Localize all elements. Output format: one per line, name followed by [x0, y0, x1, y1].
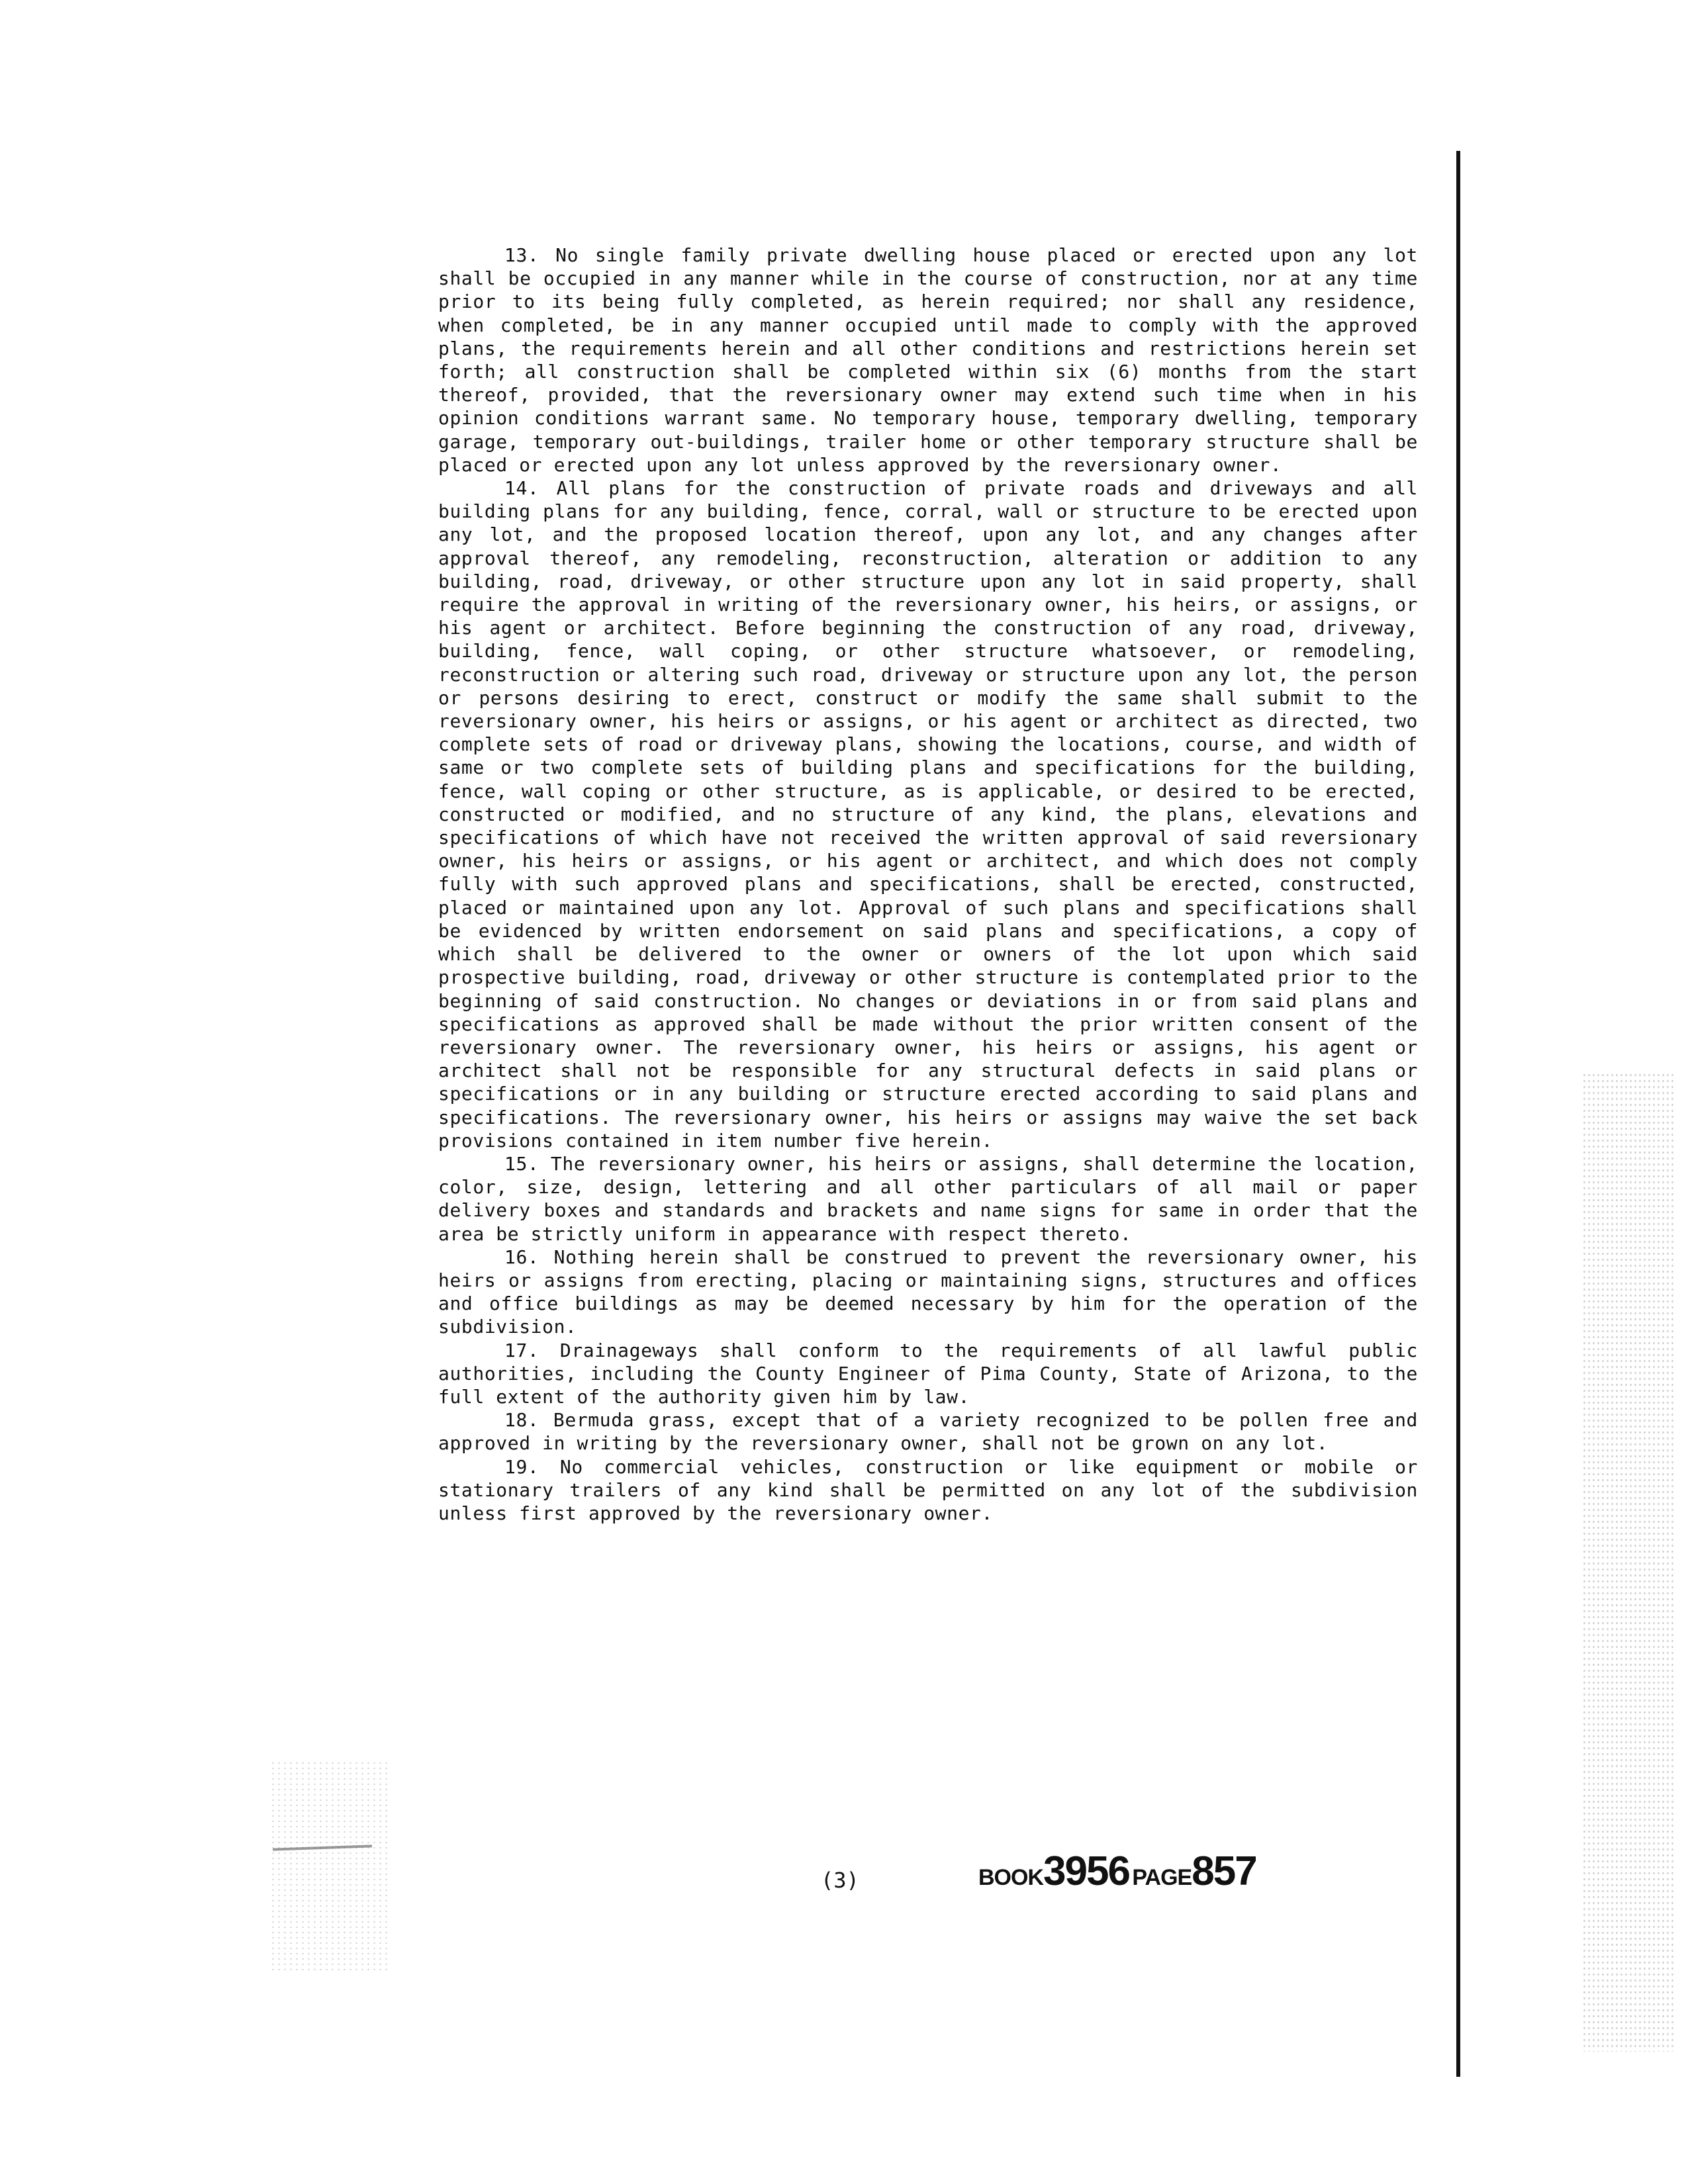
scan-noise-left: [270, 1760, 389, 1972]
book-page-stamp: [978, 1848, 1256, 1895]
book-label: BOOK: [978, 1865, 1043, 1890]
paragraph-19: 19. No commercial vehicles, construction or like equipment or mobile or stationary trailers of any kind shall be permitted on any lot of the subdivision unless first approved by the reversionary owner.: [438, 1455, 1418, 1524]
page-value: 857: [1192, 1848, 1256, 1894]
scan-edge-bar: [1456, 151, 1460, 2077]
paragraph-14: 14. All plans for the construction of private roads and driveways and all building plans for any building, fence, corral, wall or structure to be erected upon any lot, and the proposed location thereof, upon any lot, and any changes after approval thereof, any remodeling, reconstruction, alteration or addition to any building, road, driveway, or other structure upon any lot in said property, shall require the approval in writing of the reversionary owner, his heirs, or assigns, or his agent or architect. Before beginning the construction of any road, driveway, building, fence, wall coping, or other structure whatsoever, or remodeling, reconstruction or altering such road, driveway or structure upon any lot, the person or persons desiring to erect, construct or modify the same shall submit to the reversionary owner, his heirs or assigns, or his agent or architect as directed, two complete sets of road or driveway plans, showing the locations, course, and width of same or two complete sets of building plans and specifications for the building, fence, wall coping or other structure, as is applicable, or desired to be erected, constructed or modified, and no structure of any kind, the plans, elevations and specifications of which have not received the written approval of said reversionary owner, his heirs or assigns, or his agent or architect, and which does not comply fully with such approved plans and specifications, shall be erected, constructed, placed or maintained upon any lot. Approval of such plans and specifications shall be evidenced by written endorsement on said plans and specifications, a copy of which shall be delivered to the owner or owners of the lot upon which said prospective building, road, driveway or other structure is contemplated prior to the beginning of said construction. No changes or deviations in or from said plans and specifications as approved shall be made without the prior written consent of the reversionary owner. The reversionary owner, his heirs or assigns, his agent or architect shall not be responsible for any structural defects in said plans or specifications or in any building or structure erected according to said plans and specifications. The reversionary owner, his heirs or assigns may waive the set back provisions contained in item number five herein.: [438, 477, 1418, 1152]
page-label: PAGE: [1132, 1865, 1192, 1890]
paragraph-13: 13. No single family private dwelling house placed or erected upon any lot shall be occupied in any manner while in the course of construction, nor at any time prior to its being fully completed, as herein required; nor shall any residence, when completed, be in any manner occupied until made to comply with the approved plans, the requirements herein and all other conditions and restrictions herein set forth; all construction shall be completed within six (6) months from the start thereof, provided, that the reversionary owner may extend such time when in his opinion conditions warrant same. No temporary house, temporary dwelling, temporary garage, temporary out-buildings, trailer home or other temporary structure shall be placed or erected upon any lot unless approved by the reversionary owner.: [438, 244, 1418, 476]
paragraph-17: 17. Drainageways shall conform to the requirements of all lawful public authorities, including the County Engineer of Pima County, State of Arizona, to the full extent of the authority given him by law.: [438, 1339, 1418, 1408]
document-body: [438, 244, 1418, 1525]
page-number: (3): [821, 1868, 859, 1893]
scan-noise-right: [1582, 1072, 1675, 2052]
book-number: 3956: [1043, 1848, 1129, 1894]
paragraph-16: 16. Nothing herein shall be construed to prevent the reversionary owner, his heirs or assigns from erecting, placing or maintaining signs, structures and offices and office buildings as may be deemed necessary by him for the operation of the subdivision.: [438, 1246, 1418, 1338]
paragraph-18: 18. Bermuda grass, except that of a variety recognized to be pollen free and approved in writing by the reversionary owner, shall not be grown on any lot.: [438, 1409, 1418, 1455]
paragraph-15: 15. The reversionary owner, his heirs or assigns, shall determine the location, color, size, design, lettering and all other particulars of all mail or paper delivery boxes and standards and brackets and name signs for same in order that the area be strictly uniform in appearance with respect thereto.: [438, 1152, 1418, 1245]
